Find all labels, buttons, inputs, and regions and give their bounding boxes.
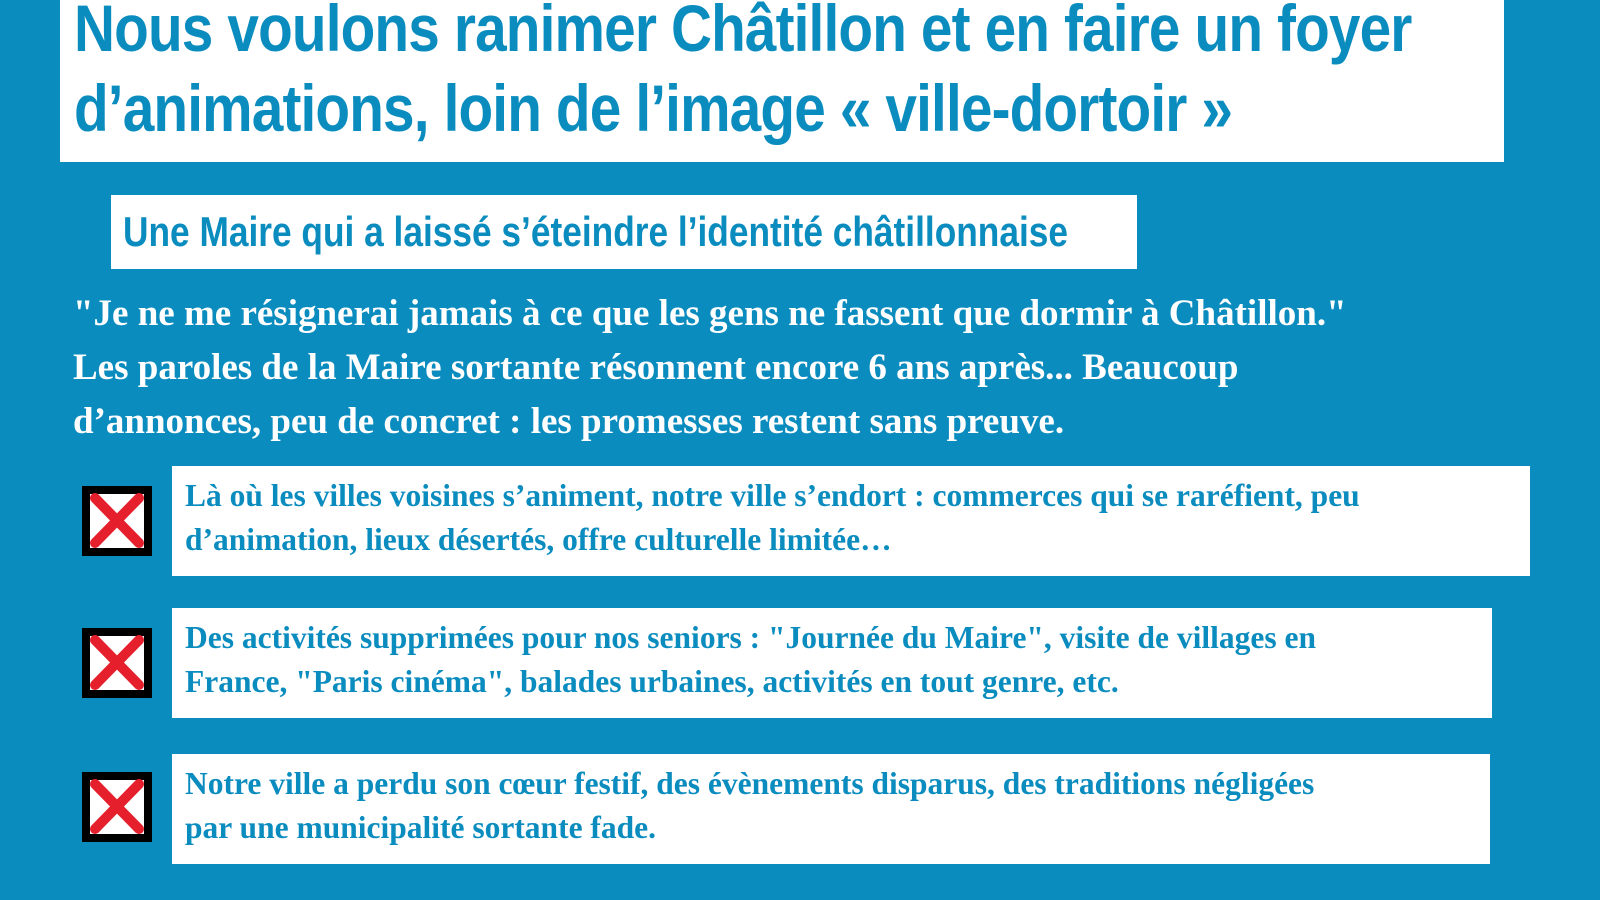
subheadline-banner	[111, 195, 1137, 269]
headline-line-2: d’animations, loin de l’image « ville-dortoir »	[74, 71, 1233, 145]
grievance-1-line-1: Là où les villes voisines s’animent, notre ville s’endort : commerces qui se raréfient, peu	[185, 478, 1360, 513]
grievance-2-line-1: Des activités supprimées pour nos seniors : "Journée du Maire", visite de villages en	[185, 620, 1317, 655]
red-cross-icon	[82, 628, 152, 698]
grievance-box-2	[172, 608, 1492, 718]
grievance-2-line-2: France, "Paris cinéma", balades urbaines, activités en tout genre, etc.	[185, 664, 1119, 699]
intro-line-3: d’annonces, peu de concret : les promesses restent sans preuve.	[73, 401, 1065, 442]
headline-line-1: Nous voulons ranimer Châtillon et en faire un foyer	[74, 0, 1412, 65]
grievance-text-2	[185, 616, 1492, 704]
red-cross-icon	[82, 486, 152, 556]
intro-line-1: "Je ne me résignerai jamais à ce que les gens ne fassent que dormir à Châtillon."	[73, 293, 1347, 334]
grievance-text-1	[185, 474, 1530, 562]
red-cross-icon	[82, 772, 152, 842]
grievance-3-line-1: Notre ville a perdu son cœur festif, des évènements disparus, des traditions négligées	[185, 766, 1315, 801]
intro-line-2: Les paroles de la Maire sortante résonnent encore 6 ans après... Beaucoup	[73, 347, 1239, 388]
grievance-box-3	[172, 754, 1490, 864]
grievance-box-1	[172, 466, 1530, 576]
headline-banner	[60, 0, 1504, 162]
subheadline-text: Une Maire qui a laissé s’éteindre l’identité châtillonnaise	[123, 208, 1069, 255]
grievance-1-line-2: d’animation, lieux désertés, offre culturelle limitée…	[185, 522, 892, 557]
intro-paragraph	[73, 287, 1573, 449]
grievance-3-line-2: par une municipalité sortante fade.	[185, 810, 657, 845]
grievance-text-3	[185, 762, 1490, 850]
